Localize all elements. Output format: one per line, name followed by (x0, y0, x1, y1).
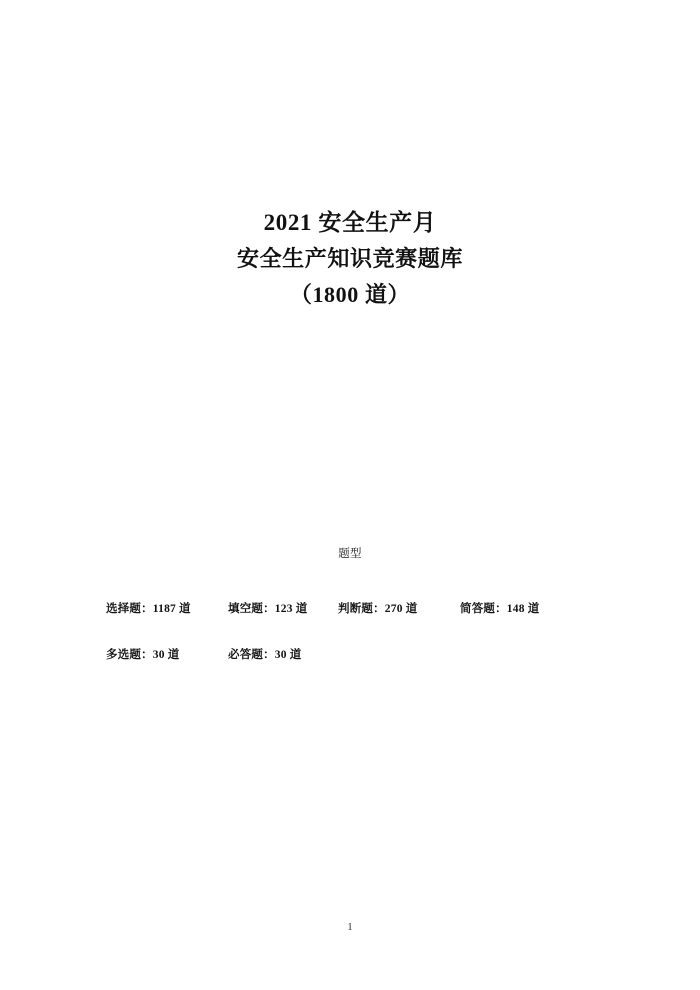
question-type-stats (106, 600, 586, 692)
stat-item-fill-blank: 填空题：123 道 (228, 603, 308, 615)
stat-item-true-false: 判断题：270 道 (338, 603, 418, 615)
document-title-block (0, 205, 700, 313)
stats-row (106, 646, 586, 662)
stat-item-choice: 选择题：1187 道 (106, 603, 191, 615)
stats-row (106, 600, 586, 616)
document-title-line-3: （1800 道） (289, 282, 411, 307)
section-heading-question-types: 题型 (338, 548, 362, 560)
stat-item-short-answer: 简答题：148 道 (460, 603, 540, 615)
stat-item-mandatory: 必答题：30 道 (228, 649, 302, 661)
document-title-line-1: 2021 安全生产月 (263, 210, 437, 235)
page-number: 1 (347, 922, 353, 933)
stat-item-multi-choice: 多选题：30 道 (106, 649, 180, 661)
document-title-line-2: 安全生产知识竞赛题库 (236, 246, 463, 271)
